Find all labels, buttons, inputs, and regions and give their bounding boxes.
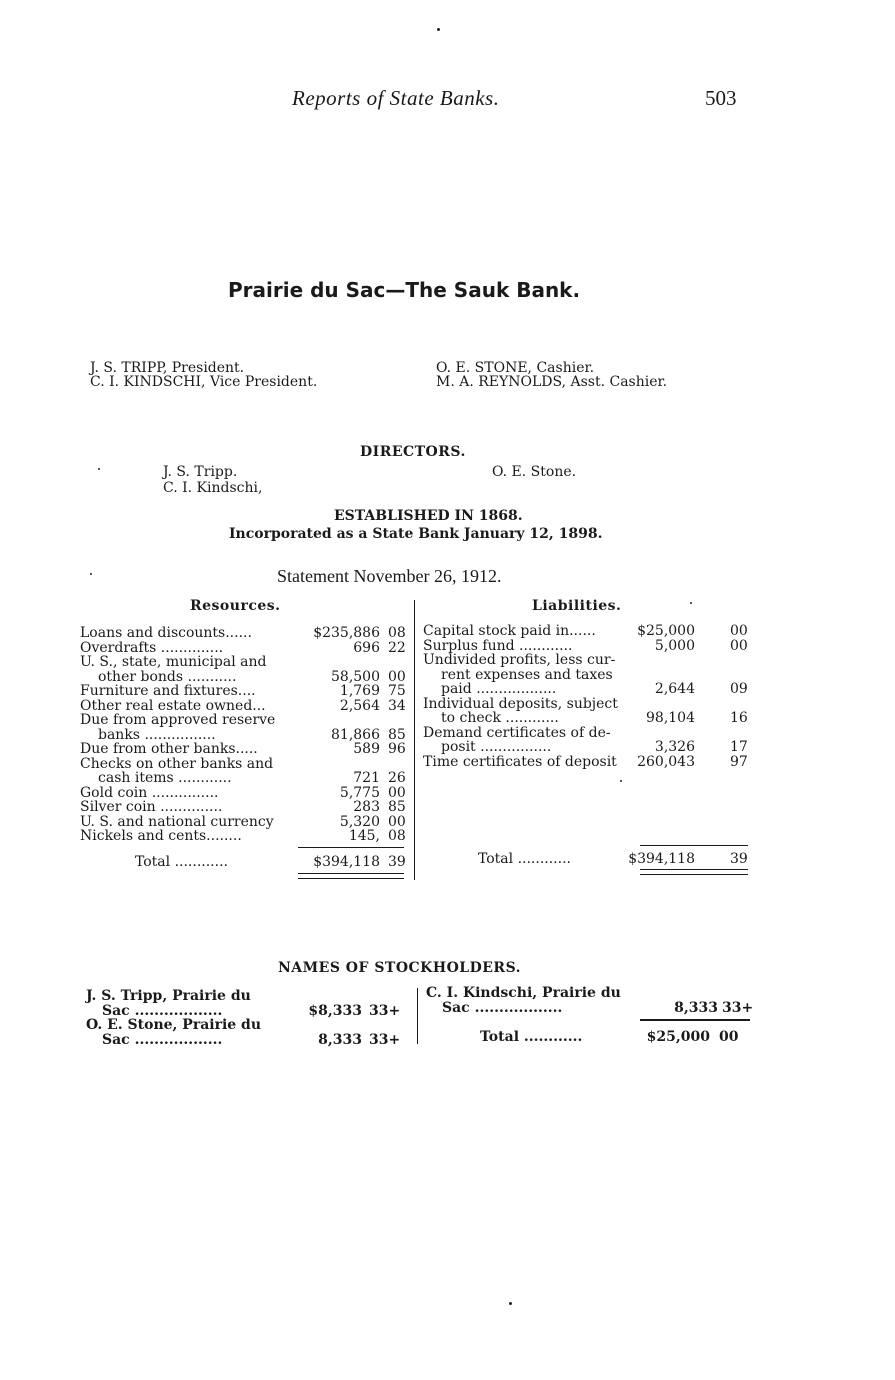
statement-divider (414, 600, 415, 880)
resources-heading: Resources. (190, 598, 281, 614)
stockholder-tripp-amount: Sac .................. $8,333 33+ (102, 1003, 401, 1019)
scan-speck (620, 780, 622, 782)
scan-speck (90, 573, 92, 575)
table-row: banks ................ 81,866 85 (98, 726, 406, 743)
table-row: Surplus fund ............ 5,000 00 (423, 637, 748, 654)
table-row: U. S., state, municipal and (80, 654, 267, 670)
liabilities-total-rule (640, 845, 748, 846)
stockholder-kindschi-amount: Sac .................. 8,333 33+ (442, 1000, 754, 1016)
table-row: other bonds ........... 58,500 00 (98, 668, 406, 685)
resources-total: Total ............ $394,118 39 (135, 854, 406, 870)
running-title: Reports of State Banks. (292, 86, 500, 110)
table-row: paid .................. 2,644 09 (441, 681, 748, 697)
table-row: Undivided profits, less cur- (423, 652, 616, 668)
stockholder-kindschi-name: C. I. Kindschi, Prairie du (426, 985, 621, 1001)
scan-speck (690, 602, 692, 604)
incorporated-date: Incorporated as a State Bank January 12, 1898. (229, 526, 603, 542)
table-row: rent expenses and taxes (441, 666, 613, 683)
bank-title: Prairie du Sac—The Sauk Bank. (228, 278, 581, 302)
stockholders-heading: NAMES OF STOCKHOLDERS. (278, 960, 522, 976)
table-row: Individual deposits, subject (423, 695, 618, 712)
table-row: Due from other banks..... 589 96 (80, 741, 406, 757)
stockholders-divider (417, 988, 418, 1044)
table-row: Due from approved reserve (80, 712, 276, 728)
officer-president: J. S. TRIPP, President. (90, 360, 245, 376)
scan-speck (509, 1302, 512, 1305)
table-row: U. S. and national currency 5,320 00 (80, 813, 406, 830)
table-row: Demand certificates of de- (423, 724, 611, 741)
table-row: to check ............ 98,104 16 (441, 710, 748, 726)
table-row: Other real estate owned... 2,564 34 (80, 697, 406, 714)
table-row: Capital stock paid in...... $25,000 00 (423, 623, 748, 639)
established-year: ESTABLISHED IN 1868. (334, 508, 523, 524)
officer-vice-president: C. I. KINDSCHI, Vice President. (90, 374, 318, 390)
director-tripp: J. S. Tripp. (163, 464, 238, 480)
table-row: Nickels and cents........ 145, 08 (80, 828, 406, 844)
table-row: Overdrafts .............. 696 22 (80, 639, 406, 656)
stockholder-stone-name: O. E. Stone, Prairie du (86, 1017, 262, 1033)
table-row: Gold coin ............... 5,775 00 (80, 784, 406, 801)
resources-total-rule (298, 847, 404, 848)
director-stone: O. E. Stone. (492, 464, 577, 480)
officer-cashier: O. E. STONE, Cashier. (436, 360, 595, 376)
table-row: Checks on other banks and (80, 755, 274, 772)
table-row: Time certificates of deposit 260,043 97 (423, 753, 748, 770)
liabilities-total: Total ............ $394,118 39 (478, 851, 748, 867)
scan-speck (98, 468, 100, 470)
table-row: Silver coin .............. 283 85 (80, 799, 406, 815)
table-row: Loans and discounts...... $235,886 08 (80, 625, 406, 641)
liabilities-heading: Liabilities. (532, 598, 622, 614)
officer-asst-cashier: M. A. REYNOLDS, Asst. Cashier. (436, 374, 668, 390)
liabilities-total-double-rule (640, 869, 748, 875)
director-kindschi: C. I. Kindschi, (163, 480, 263, 496)
resources-total-double-rule (298, 873, 404, 879)
directors-heading: DIRECTORS. (360, 444, 466, 460)
statement-title: Statement November 26, 1912. (277, 566, 502, 586)
page-number: 503 (705, 86, 737, 110)
table-row: cash items ............ 721 26 (98, 770, 406, 786)
stockholders-total-rule (640, 1019, 750, 1021)
stockholders-total: Total ............ $25,000 00 (480, 1029, 739, 1045)
stockholder-tripp-name: J. S. Tripp, Prairie du (86, 988, 251, 1004)
scan-speck (437, 28, 440, 31)
stockholder-stone-amount: Sac .................. 8,333 33+ (102, 1032, 401, 1048)
table-row: posit ................ 3,326 17 (441, 739, 748, 755)
table-row: Furniture and fixtures.... 1,769 75 (80, 683, 406, 699)
